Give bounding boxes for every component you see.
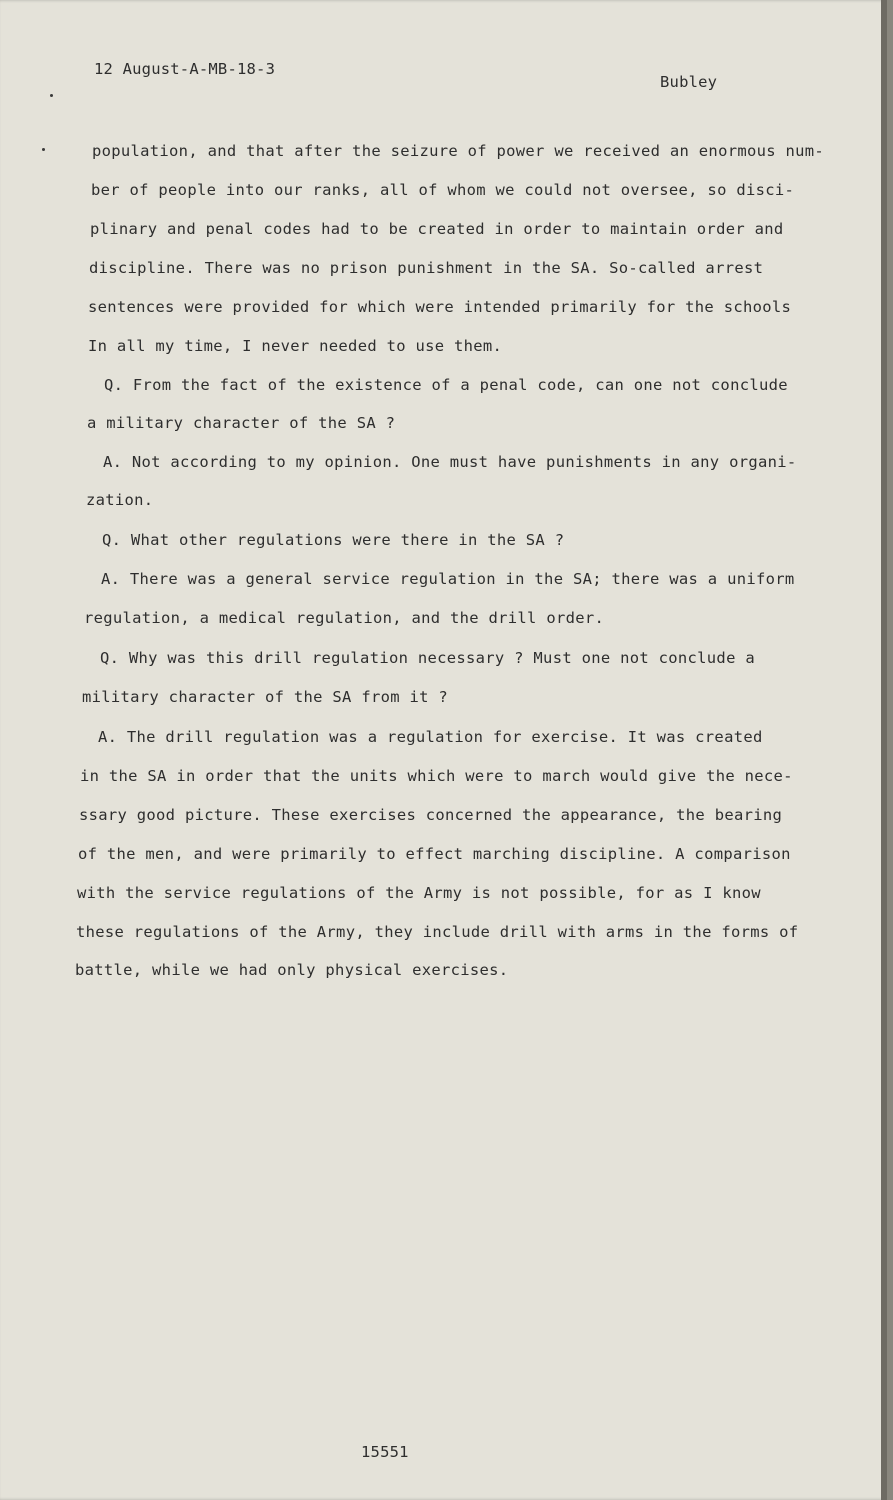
document-reference: 12 August-A-MB-18-3 [94,60,276,78]
text-line: sentences were provided for which were intended primarily for the schools [88,298,792,316]
text-line: military character of the SA from it ? [82,688,449,706]
text-line: ssary good picture. These exercises concerned the appearance, the bearing [79,806,783,824]
text-line: Q. From the fact of the existence of a penal code, can one not conclude [104,376,788,394]
text-line: these regulations of the Army, they include drill with arms in the forms of [76,923,799,941]
text-line: A. Not according to my opinion. One must have punishments in any organi- [103,453,797,471]
text-line: ber of people into our ranks, all of whom we could not oversee, so disci- [91,181,795,199]
text-line: in the SA in order that the units which were to march would give the nece- [80,767,793,785]
text-line: Q. What other regulations were there in the SA ? [102,531,565,549]
text-line: population, and that after the seizure of power we received an enormous num- [92,142,825,160]
text-line: of the men, and were primarily to effect marching discipline. A comparison [78,845,791,863]
text-line: regulation, a medical regulation, and the drill order. [84,609,605,627]
text-line: Q. Why was this drill regulation necessary ? Must one not conclude a [100,649,755,667]
text-line: discipline. There was no prison punishment in the SA. So-called arrest [89,259,764,277]
page-number: 15551 [361,1443,409,1461]
text-line: A. The drill regulation was a regulation for exercise. It was created [98,728,763,746]
text-line: In all my time, I never needed to use them. [88,337,503,355]
author-name: Bubley [660,73,718,91]
text-line: A. There was a general service regulation in the SA; there was a uniform [101,570,795,588]
text-line: battle, while we had only physical exercises. [75,961,509,979]
text-line: plinary and penal codes had to be created in order to maintain order and [90,220,784,238]
text-line: a military character of the SA ? [87,414,396,432]
text-line: with the service regulations of the Army is not possible, for as I know [77,884,761,902]
text-line: zation. [86,491,154,509]
